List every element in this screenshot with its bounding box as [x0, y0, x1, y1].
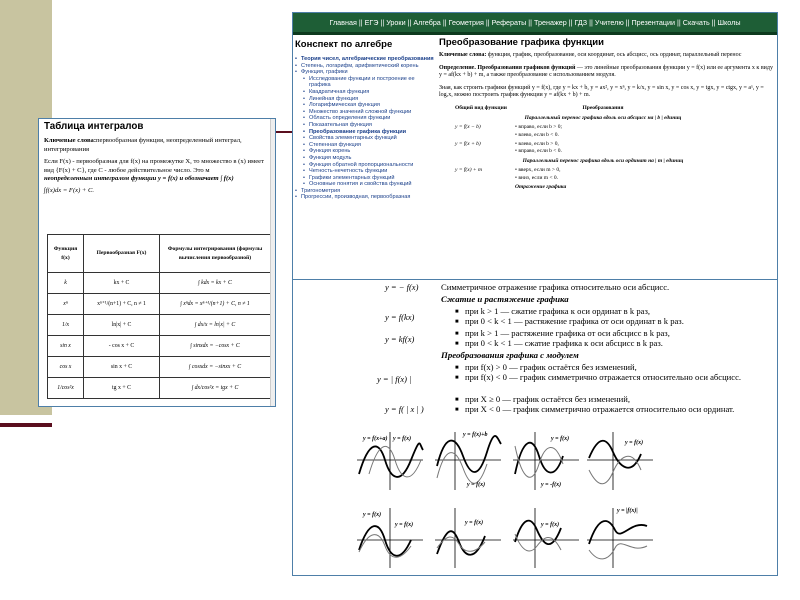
algebra-page-screenshot [292, 12, 778, 576]
nav-item[interactable]: Школы [717, 18, 741, 27]
heading-modulus: Преобразования графика с модулем [441, 350, 579, 360]
table-row [48, 357, 271, 378]
graph-label-9: y = f(x) [395, 522, 414, 528]
table-cell: cos x [48, 357, 84, 378]
table-cell: tg x + C [84, 378, 160, 399]
table-cell: ∫ dx/x = ln|x| + C [160, 315, 271, 336]
row-x2-r: • влево, если b > 0, • вправо, если b < 0. [515, 141, 562, 155]
formula-absf: y = | f(x) | [377, 374, 412, 384]
graph-label-5: y = f(x) [551, 436, 570, 442]
reflection-head: Отражение графика [515, 184, 567, 191]
nav-separator: || [568, 18, 573, 27]
sidebar-item[interactable]: • Функция, графики [295, 69, 435, 76]
graph-label-8: y = f(x) [363, 512, 382, 518]
nav-separator: || [677, 18, 681, 27]
nav-item[interactable]: Презентации [631, 18, 676, 27]
integrals-title: Таблица интегралов [44, 121, 144, 132]
sidebar-item[interactable]: • Тригонометрия [295, 188, 435, 195]
header-formulas: Формулы интегрирования (формулы вычисления первообразной) [160, 235, 271, 273]
keywords-paragraph: Ключевые слова: функция, график, преобразование, оси координат, ось абсцисс, ось ординат, параллельный перенос [439, 52, 742, 59]
formula-kfx: y = kf(x) [385, 334, 415, 344]
nav-item[interactable]: Учителю [594, 18, 624, 27]
nav-item[interactable]: ГДЗ [574, 18, 588, 27]
sidebar-item[interactable]: • Теория чисел, алгебраические преобразования [295, 56, 435, 63]
definition-paragraph: Определение. Преобразования графиков функций — это линейные преобразования функции y = f(x) или ее аргумента x к виду y = af(kx + b) + m, а также преобразование с использованием модуля. [439, 64, 773, 79]
graph-label-11: y = f(x) [541, 522, 560, 528]
nav-item[interactable]: Алгебра [413, 18, 441, 27]
table-row [48, 315, 271, 336]
graph-label-7: y = f(x) [625, 440, 644, 446]
text-absf: ■ при f(x) > 0 — график остаётся без изменений, ■ при f(x) < 0 — график симметрично отражается относительно оси абсцисс. [441, 362, 761, 382]
row-x2-f: y = f(x + b) [455, 141, 481, 148]
table-row [48, 336, 271, 357]
nav-separator: || [442, 18, 447, 27]
row-y1-r: • вверх, если m > 0, • вниз, если m < 0. [515, 167, 561, 181]
nav-separator: || [380, 18, 385, 27]
table-head-left: Общий вид функции [455, 105, 507, 112]
graph-label-12: y = |f(x)| [617, 508, 638, 514]
nav-item[interactable]: Уроки [386, 18, 406, 27]
nav-separator: || [407, 18, 412, 27]
graph-label-6: y = -f(x) [541, 482, 562, 488]
graph-label-10: y = f(x) [465, 520, 484, 526]
integrals-keywords: Ключевые слова:первообразная функция, неопределенный интеграл, интегрирования [44, 137, 242, 153]
text-kx: ■ при k > 1 — сжатие графика к оси ординат в k раз, ■ при 0 < k < 1 — растяжение графика от оси ординат в k раз. [441, 306, 761, 326]
nav-item[interactable]: Геометрия [448, 18, 484, 27]
transform-graphs [355, 430, 655, 570]
table-cell: 1/x [48, 315, 84, 336]
graph-label-3: y = f(x)+b [463, 432, 488, 438]
transform-rules [293, 280, 777, 576]
formula-fabs: y = f( | x | ) [385, 404, 424, 414]
text-fabs: ■ при X ≥ 0 — график остаётся без изменений, ■ при X < 0 — график симметрично отражается относительно оси ординат. [441, 394, 761, 414]
table-cell: ln|x| + C [84, 315, 160, 336]
nav-separator: || [589, 18, 593, 27]
sidebar-item[interactable]: • Область определения функции [295, 115, 435, 122]
row-y1-f: y = f(x) + m [455, 167, 482, 174]
top-navigation [293, 13, 777, 35]
graph-label-4: y = f(x) [467, 482, 486, 488]
table-cell: kx + C [84, 273, 160, 294]
integrals-table [47, 234, 271, 399]
sidebar-item[interactable]: • Свойства элементарных функций [295, 135, 435, 142]
table-row [48, 294, 271, 315]
nav-item[interactable]: ЕГЭ [364, 18, 379, 27]
sidebar-item[interactable]: • Функция модуль [295, 155, 435, 162]
nav-item[interactable]: Скачать [682, 18, 710, 27]
header-antiderivative: Первообразная F(x) [84, 235, 160, 273]
integrals-page-screenshot [38, 118, 276, 407]
sidebar-item[interactable]: • Линейная функция [295, 96, 435, 103]
table-cell: ∫ dx/cos²x = tgx + C [160, 378, 271, 399]
sidebar-item[interactable]: • Показательная функция [295, 122, 435, 129]
nav-separator: || [358, 18, 363, 27]
table-cell: k [48, 273, 84, 294]
sidebar-item[interactable]: • Графики элементарных функций [295, 175, 435, 182]
sidebar-item[interactable]: • Квадратичная функция [295, 89, 435, 96]
nav-item[interactable]: Главная [329, 18, 357, 27]
sidebar [295, 39, 435, 201]
parallel-x-head: Параллельный перенос графика вдоль оси абсцисс на | b | единиц [524, 114, 682, 121]
sidebar-title: Конспект по алгебре [295, 39, 393, 50]
table-cell: ∫ kdx = kx + C [160, 273, 271, 294]
sidebar-item[interactable]: • Степенная функция [295, 142, 435, 149]
sidebar-list [295, 56, 435, 201]
formula-kx: y = f(kx) [385, 312, 415, 322]
table-head-right: Преобразования [582, 105, 624, 112]
transform-table [453, 104, 693, 192]
table-row [48, 273, 271, 294]
sidebar-item[interactable]: • Основные понятия и свойства функций [295, 181, 435, 188]
sidebar-item[interactable]: • Прогрессии, производная, первообразная [295, 194, 435, 201]
header-function: Функция f(x) [48, 235, 84, 273]
sidebar-item[interactable]: • Степень, логарифм, арифметический корень [295, 63, 435, 70]
sidebar-item[interactable]: • Функция обратной пропорциональности [295, 162, 435, 169]
graph-label-1: y = f(x+a) [363, 436, 388, 442]
sidebar-item[interactable]: • Четность-нечетность функции [295, 168, 435, 175]
text-kfx: ■ при k > 1 — растяжение графика от оси абсцисс в k раз, ■ при 0 < k < 1 — сжатие графика к оси абсцисс в k раз. [441, 328, 761, 348]
sidebar-item[interactable]: • Исследование функции и построение ее графика [295, 76, 435, 89]
nav-item[interactable]: Рефераты [491, 18, 527, 27]
formula-reflect: y = − f(x) [385, 282, 419, 292]
nav-separator: || [485, 18, 490, 27]
sidebar-item[interactable]: • Функция корень [295, 148, 435, 155]
scrollbar[interactable] [270, 119, 275, 406]
nav-separator: || [528, 18, 533, 27]
sidebar-item[interactable]: • Преобразование графика функции [295, 129, 435, 136]
graph-label-2: y = f(x) [393, 436, 412, 442]
table-cell: sin x + C [84, 357, 160, 378]
nav-separator: || [625, 18, 630, 27]
main-content [439, 39, 775, 193]
row-x1-r: • вправо, если b > 0; • влево, если b < 0. [515, 124, 563, 138]
slide-divider-line [0, 423, 52, 427]
sidebar-item[interactable]: • Множество значений сложной функции [295, 109, 435, 116]
nav-item[interactable]: Тренажер [534, 18, 567, 27]
table-cell: xⁿ⁺¹/(n+1) + C, n ≠ 1 [84, 294, 160, 315]
table-cell: ∫ sinxdx = −cosx + C [160, 336, 271, 357]
parallel-y-head: Параллельный перенос графика вдоль оси ординат на | m | единиц [522, 157, 684, 164]
table-cell: xⁿ [48, 294, 84, 315]
table-cell: 1/cos²x [48, 378, 84, 399]
heading-stretch: Сжатие и растяжение графика [441, 294, 569, 304]
integrals-text: Если F(x) - первообразная для f(x) на промежутке X, то множество в (x) имеет вид {F(x) + C}, где C - любое действительное число. Это м неопределенным интегралом функции y = f(x) и обозначает ∫ f(x) [44, 158, 264, 183]
table-cell: ∫ cosxdx = −sinxx + C [160, 357, 271, 378]
text-reflect: Симметричное отражение графика относительно оси абсцисс. [441, 282, 670, 292]
table-row [48, 378, 271, 399]
table-cell: - cos x + C [84, 336, 160, 357]
sidebar-item[interactable]: • Логарифмическая функция [295, 102, 435, 109]
table-cell: ∫ xⁿdx = xⁿ⁺¹/(n+1) + C, n ≠ 1 [160, 294, 271, 315]
table-cell: sin x [48, 336, 84, 357]
page-title: Преобразование графика функции [439, 37, 604, 48]
nav-separator: || [711, 18, 716, 27]
integrals-formula: ∫f(x)dx = F(x) + C. [44, 187, 95, 195]
row-x1-f: y = f(x − b) [455, 124, 481, 131]
knowing-paragraph: Зная, как строить графики функций y = f(x), где y = kx + b, y = ax², y = xⁿ, y = k/x, y = sin x, y = cos x, y = tgx, y = ctgx, y = aˣ, y = logₐx, можно построить график функции y = af(kx + b) + m. [439, 84, 764, 99]
